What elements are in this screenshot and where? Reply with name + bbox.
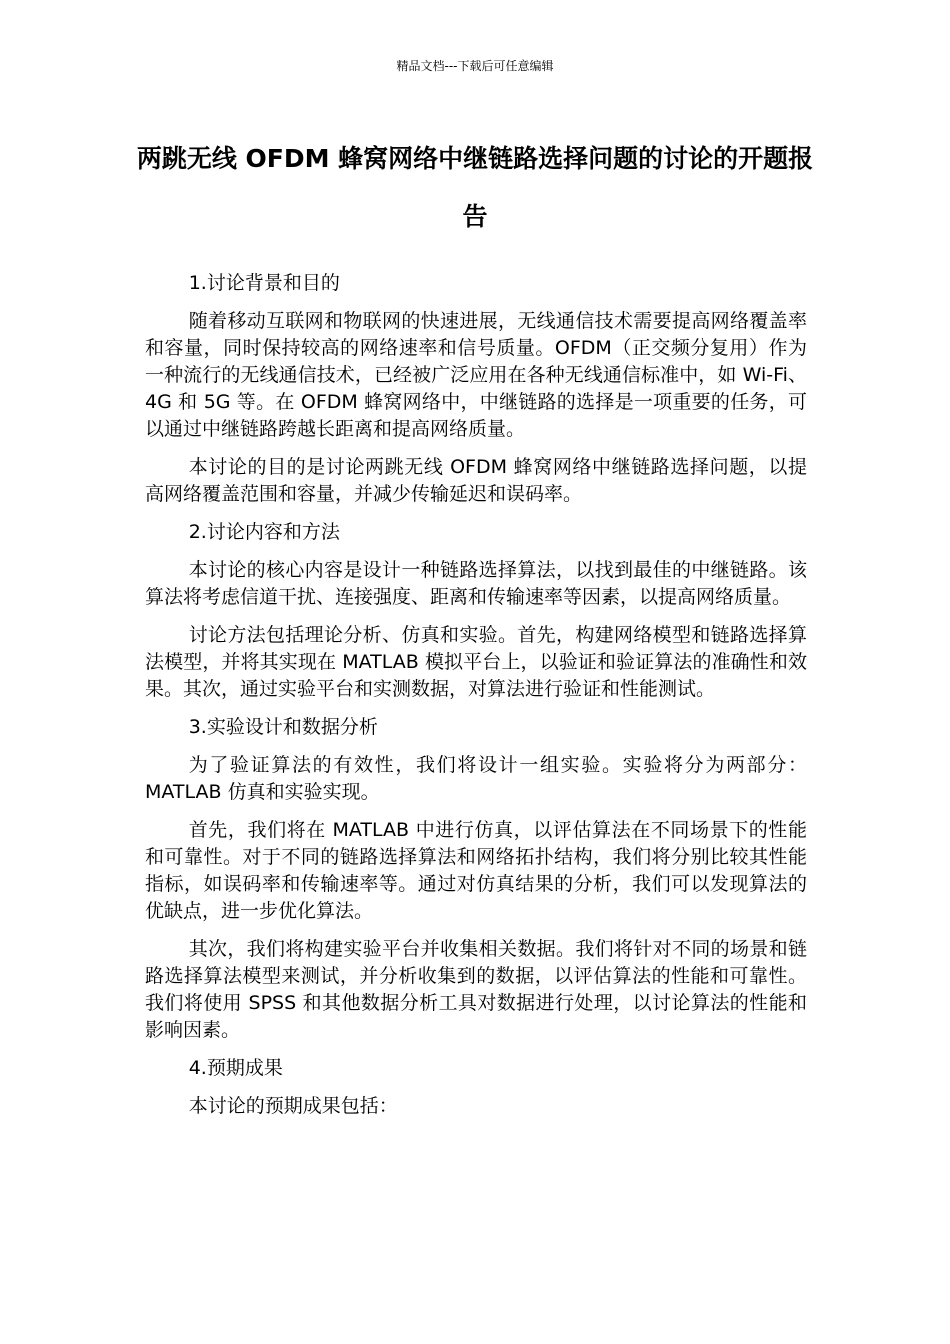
paragraph: 本讨论的核心内容是设计一种链路选择算法，以找到最佳的中继链路。该算法将考虑信道干扰、连接强度、距离和传输速率等因素，以提高网络质量。 <box>145 559 807 608</box>
paragraph: 本讨论的目的是讨论两跳无线 OFDM 蜂窝网络中继链路选择问题，以提高网络覆盖范围和容量，并减少传输延迟和误码率。 <box>145 456 807 505</box>
paragraph: 为了验证算法的有效性，我们将设计一组实验。实验将分为两部分：MATLAB 仿真和实验实现。 <box>145 754 807 803</box>
paragraph: 本讨论的预期成果包括： <box>188 1095 398 1117</box>
section-heading-3: 3.实验设计和数据分析 <box>188 716 378 738</box>
paragraph: 首先，我们将在 MATLAB 中进行仿真，以评估算法在不同场景下的性能和可靠性。对于不同的链路选择算法和网络拓扑结构，我们将分别比较其性能指标，如误码率和传输速率等。通过对仿真结果的分析，我们可以发现算法的优缺点，进一步优化算法。 <box>145 819 807 922</box>
paragraph: 其次，我们将构建实验平台并收集相关数据。我们将针对不同的场景和链路选择算法模型来测试，并分析收集到的数据，以评估算法的性能和可靠性。我们将使用 SPSS 和其他数据分析工具对数据进行处理，以讨论算法的性能和影响因素。 <box>145 938 807 1041</box>
section-heading-2: 2.讨论内容和方法 <box>188 521 340 543</box>
page-header: 精品文档---下载后可任意编辑 <box>396 59 554 73</box>
paragraph: 讨论方法包括理论分析、仿真和实验。首先，构建网络模型和链路选择算法模型，并将其实现在 MATLAB 模拟平台上，以验证和验证算法的准确性和效果。其次，通过实验平台和实测数据，对算法进行验证和性能测试。 <box>145 624 807 700</box>
document-body <box>145 270 807 1131</box>
section-heading-4: 4.预期成果 <box>188 1057 283 1079</box>
paragraph: 随着移动互联网和物联网的快速进展，无线通信技术需要提高网络覆盖率和容量，同时保持较高的网络速率和信号质量。OFDM（正交频分复用）作为一种流行的无线通信技术，已经被广泛应用在各种无线通信标准中，如 Wi-Fi、4G 和 5G 等。在 OFDM 蜂窝网络中，中继链路的选择是一项重要的任务，可以通过中继链路跨越长距离和提高网络质量。 <box>145 310 807 440</box>
section-heading-1: 1.讨论背景和目的 <box>188 272 340 294</box>
document-title: 两跳无线 OFDM 蜂窝网络中继链路选择问题的讨论的开题报告 <box>136 144 814 231</box>
